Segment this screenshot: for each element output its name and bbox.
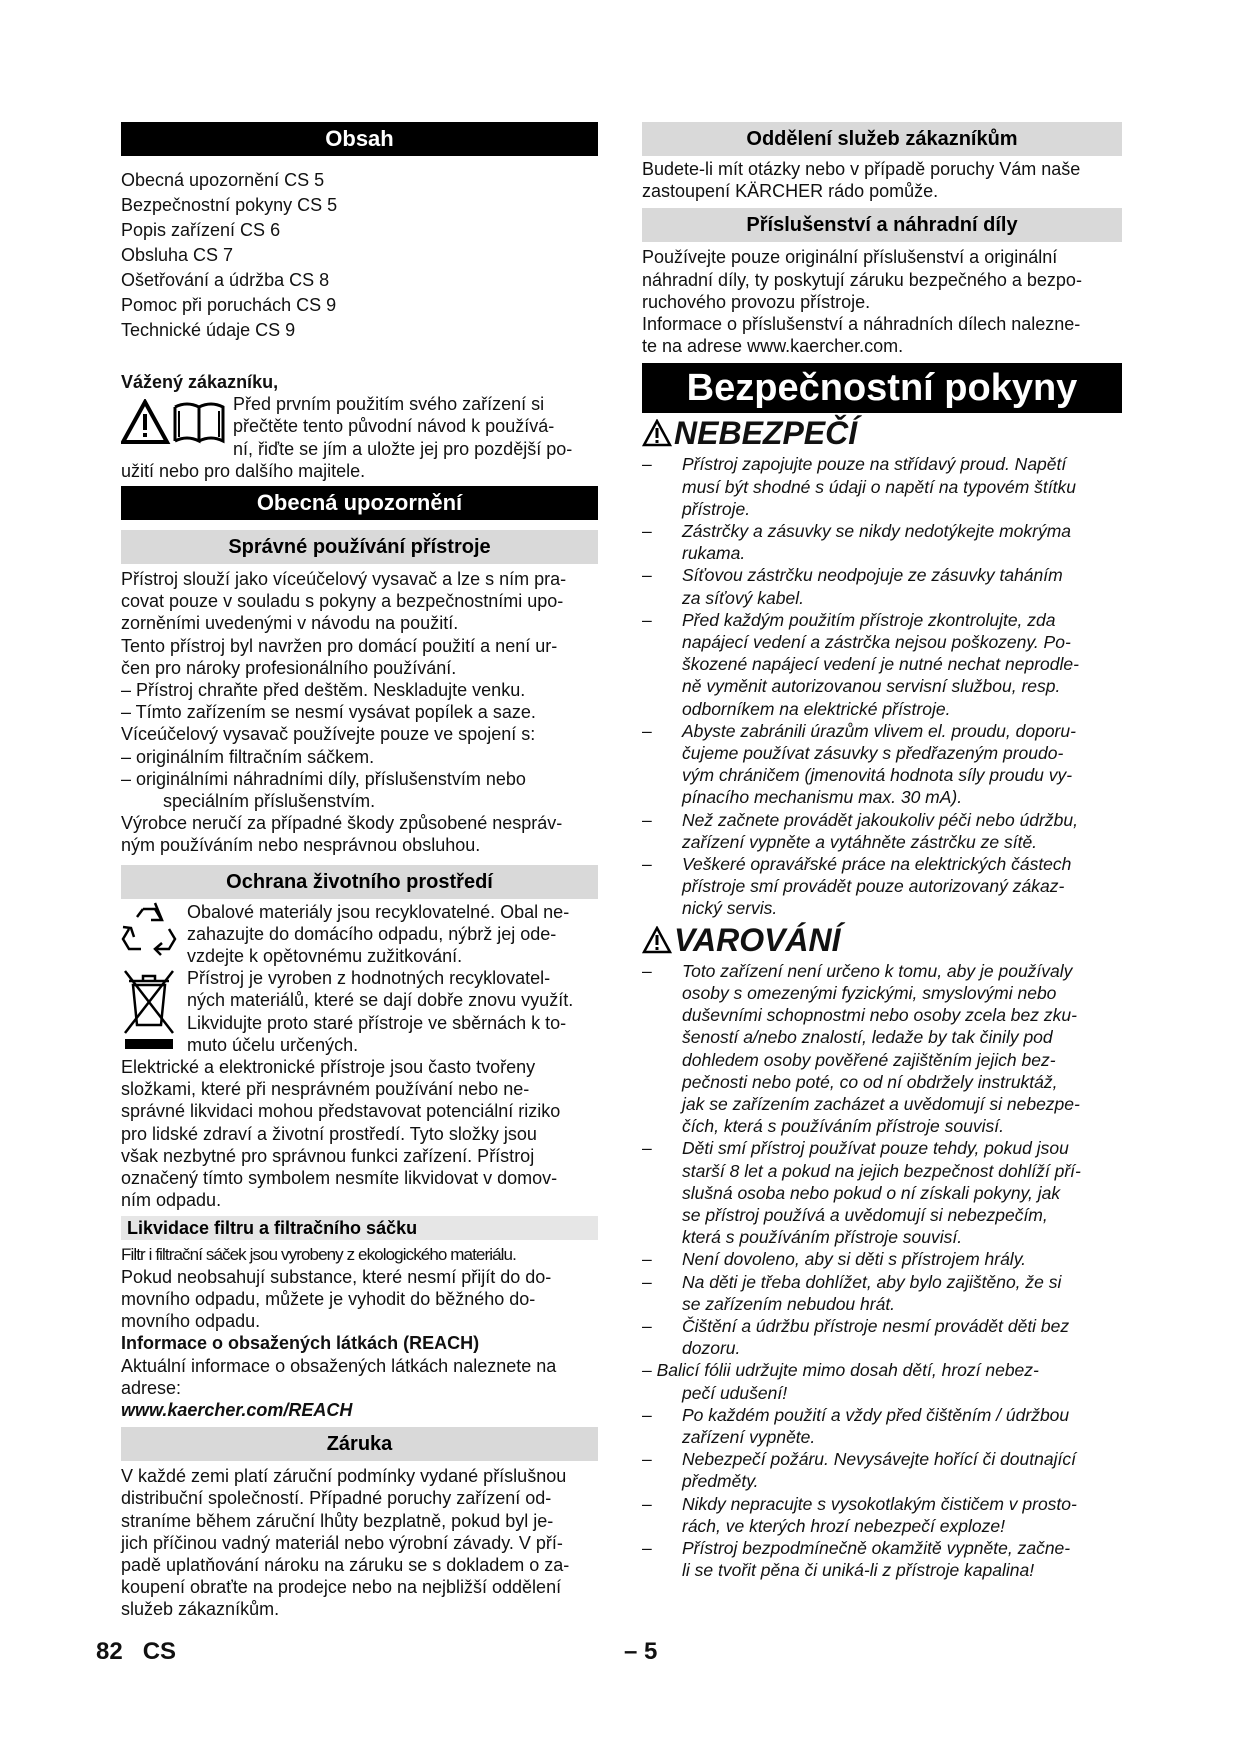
reach-line: Aktuální informace o obsažených látkách naleznete na bbox=[121, 1355, 557, 1376]
reach-url[interactable]: www.kaercher.com/REACH bbox=[121, 1399, 353, 1420]
bullet-line: Není dovoleno, aby si děti s přístrojem hrály. bbox=[682, 1249, 1027, 1270]
bullet-item: – Před každým použitím přístroje zkontrolujte, zda napájecí vedení a zástrčka nejsou poškozeny. Po- škozené napájecí vedení je nutné nechat neprodle- ně vyměnit autorizovanou servisní službou, resp. odborníkem na elektrické přístroje. bbox=[642, 609, 1122, 720]
packaging-cont: pečí udušení! bbox=[682, 1382, 788, 1403]
right-column bbox=[642, 122, 1122, 1581]
bullet-line: šeností a/nebo znalostí, ledaže by tak činily pod bbox=[682, 1027, 1053, 1048]
env-line: ných materiálů, které se dají dobře znovu využít. bbox=[187, 990, 574, 1011]
packaging-line: – Balicí fólii udržujte mimo dosah dětí, hrozí nebez- bbox=[642, 1360, 1039, 1381]
correct-use-line: Víceúčelový vysavač používejte pouze ve spojení s: bbox=[121, 724, 536, 745]
correct-use-line: Výrobce neručí za případné škody způsobené nespráv- bbox=[121, 813, 563, 834]
env-line: Obalové materiály jsou recyklovatelné. Obal ne- bbox=[187, 901, 570, 922]
warning-list bbox=[642, 960, 1122, 1360]
service-line: Budete-li mít otázky nebo v případě poruchy Vám naše bbox=[642, 159, 1081, 179]
filter-heading: Likvidace filtru a filtračního sáčku bbox=[121, 1216, 598, 1240]
bullet-line: Síťovou zástrčku neodpojuje ze zásuvky taháním bbox=[682, 565, 1063, 586]
warning-title: VAROVÁNÍ bbox=[642, 920, 1122, 960]
bullet-line: odborníkem na elektrické přístroje. bbox=[682, 698, 951, 719]
bullet-line: starší 8 let a pokud na jejich bezpečnost dohlíží pří- bbox=[682, 1160, 1081, 1181]
correct-use-line: Tento přístroj byl navržen pro domácí použití a není ur- bbox=[121, 635, 558, 656]
env-line: Přístroj je vyroben z hodnotných recyklovatel- bbox=[187, 968, 551, 989]
bullet-line: Přístroj zapojujte pouze na střídavý proud. Napětí bbox=[682, 454, 1067, 475]
bullet-line: Nebezpečí požáru. Nevysávejte hořící či doutnající bbox=[682, 1449, 1076, 1470]
parts-line: te na adrese www.kaercher.com. bbox=[642, 336, 904, 357]
warning-book-icon bbox=[121, 399, 229, 449]
bullet-line: li se tvořit pěna či uniká-li z přístroje kapalina! bbox=[682, 1560, 1035, 1581]
bullet-line: dohledem osoby pověřené zajištěním jejich bez- bbox=[682, 1049, 1056, 1070]
bullet-line: osoby s omezenými fyzickými, smyslovými nebo bbox=[682, 982, 1057, 1003]
bullet-line: Zástrčky a zásuvky se nikdy nedotýkejte mokrýma bbox=[682, 521, 1072, 542]
bullet-item: – Toto zařízení není určeno k tomu, aby je používaly osoby s omezenými fyzickými, smyslovými nebo duševními schopnostmi nebo osoby zcela bez zku- šeností a/nebo znalostí, ledaže by tak činily pod dohledem osoby pověřené zajištěním jejich bez- pečnosti nebo poté, co od ní obdržely instruktáž, jak se zařízením zacházet a uvědomují si nebezpe- čích, která s používáním přístroje souvisí. bbox=[642, 960, 1122, 1138]
bullet-line: pečnosti nebo poté, co od ní obdržely instruktáž, bbox=[682, 1071, 1058, 1092]
safety-heading: Bezpečnostní pokyny bbox=[642, 363, 1122, 413]
env-line: označený tímto symbolem nesmíte likvidovat v domov- bbox=[121, 1168, 558, 1189]
correct-use-line: čen pro nároky profesionálního používání. bbox=[121, 657, 457, 678]
filter-line: Pokud neobsahují substance, které nesmí přijít do do- bbox=[121, 1266, 552, 1287]
warranty-line: distribuční společností. Případné poruchy zařízení od- bbox=[121, 1488, 552, 1509]
env-line: Likvidujte proto staré přístroje ve sběrnách k to- bbox=[187, 1012, 567, 1033]
bullet-line: Po každém použití a vždy před čištěním / údržbou bbox=[682, 1404, 1070, 1425]
correct-use-line: – Přístroj chraňte před deštěm. Neskladujte venku. bbox=[121, 680, 526, 701]
warning-triangle-icon bbox=[642, 926, 672, 954]
filter-line: movního odpadu. bbox=[121, 1311, 261, 1332]
env-line: však nezbytné pro správnou funkci zařízení. Přístroj bbox=[121, 1145, 535, 1166]
left-column bbox=[121, 122, 598, 1621]
service-line: zastoupení KÄRCHER rádo pomůže. bbox=[642, 181, 939, 202]
danger-list bbox=[642, 453, 1122, 919]
bullet-line: se přístroj používá a uvědomují si nebezpečím, bbox=[682, 1204, 1048, 1225]
bullet-item: – Přístroj bezpodmínečně okamžitě vypněte, začne- li se tvořit pěna či uniká-li z přístroje kapalina! bbox=[642, 1537, 1122, 1581]
bullet-line: jak se zařízením zacházet a uvědomují si nebezpe- bbox=[682, 1093, 1080, 1114]
page-number-center: – 5 bbox=[624, 1638, 658, 1665]
toc-item: Obecná upozornění CS 5 bbox=[121, 170, 325, 190]
parts-line: Informace o příslušenství a náhradních dílech nalezne- bbox=[642, 314, 1081, 335]
env-line: vzdejte k opětovnému zužitkování. bbox=[187, 946, 463, 967]
toc-item: Bezpečnostní pokyny CS 5 bbox=[121, 195, 338, 215]
toc-item: Ošetřování a údržba CS 8 bbox=[121, 270, 330, 290]
correct-use-line: – Tímto zařízením se nesmí vysávat popílek a saze. bbox=[121, 702, 536, 723]
bullet-item: – Přístroj zapojujte pouze na střídavý proud. Napětí musí být shodné s údaji o napětí na typovém štítku přístroje. bbox=[642, 453, 1122, 520]
bullet-line: dozoru. bbox=[682, 1338, 741, 1359]
intro-block bbox=[121, 393, 598, 460]
env-line: zahazujte do domácího odpadu, nýbrž jej ode- bbox=[187, 923, 557, 944]
bullet-line: rách, ve kterých hrozí nebezpečí exploze! bbox=[682, 1515, 1005, 1536]
bullet-line: zařízení vypněte a vytáhněte zástrčku ze sítě. bbox=[682, 831, 1038, 852]
reach-heading: Informace o obsažených látkách (REACH) bbox=[121, 1333, 480, 1354]
warranty-line: koupení obraťte na prodejce nebo na nejbližší oddělení bbox=[121, 1577, 562, 1598]
env-line: složkami, které při nesprávném používání nebo ne- bbox=[121, 1079, 530, 1100]
bullet-line: která s používáním přístroje souvisí. bbox=[682, 1227, 963, 1248]
intro-line: ní, řiďte se jím a uložte jej pro pozdější po- bbox=[233, 438, 573, 459]
toc-item: Obsluha CS 7 bbox=[121, 245, 234, 265]
bullet-line: zařízení vypněte. bbox=[682, 1426, 816, 1447]
bullet-line: vým chráničem (jmenovitá hodnota síly proudu vy- bbox=[682, 765, 1073, 786]
env-line: ním odpadu. bbox=[121, 1190, 222, 1211]
env-line: muto účelu určených. bbox=[187, 1034, 359, 1055]
env-line: správné likvidaci mohou představovat potenciální riziko bbox=[121, 1101, 561, 1122]
bullet-line: musí být shodné s údaji o napětí na typovém štítku bbox=[682, 476, 1076, 497]
warranty-line: jich příčinou vadný materiál nebo výrobní závady. V pří- bbox=[121, 1532, 563, 1553]
table-of-contents bbox=[121, 168, 598, 343]
warranty-line: straníme během záruční lhůty bezplatně, pokud byl je- bbox=[121, 1510, 554, 1531]
bullet-item: – Nikdy nepracujte s vysokotlakým čističem v prosto- rách, ve kterých hrozí nebezpečí exploze! bbox=[642, 1493, 1122, 1537]
bullet-item: – Abyste zabránili úrazům vlivem el. proudu, doporu- čujeme používat zásuvky s předřazeným proudo- vým chráničem (jmenovitá hodnota síly proudu vy- pínacího mechanismu max. 30 mA). bbox=[642, 720, 1122, 809]
parts-line: Používejte pouze originální příslušenství a originální bbox=[642, 247, 1058, 268]
correct-use-line: – originálním filtračním sáčkem. bbox=[121, 746, 375, 767]
bullet-item: – Čištění a údržbu přístroje nesmí provádět děti bez dozoru. bbox=[642, 1315, 1122, 1359]
danger-title: NEBEZPEČÍ bbox=[642, 413, 1122, 453]
bullet-item: – Děti smí přístroj používat pouze tehdy, pokud jsou starší 8 let a pokud na jejich bezpečnost dohlíží pří- slušná osoba nebo pokud o ní získali pokyny, jak se přístroj používá a uvědomují si nebezpečím, která s používáním přístroje souvisí. bbox=[642, 1137, 1122, 1248]
warranty-heading: Záruka bbox=[121, 1427, 598, 1461]
bullet-item: – Nebezpečí požáru. Nevysávejte hořící či doutnající předměty. bbox=[642, 1448, 1122, 1492]
bullet-line: čujeme používat zásuvky s předřazeným proudo- bbox=[682, 743, 1064, 764]
bullet-line: slušná osoba nebo pokud o ní získali pokyny, jak bbox=[682, 1182, 1061, 1203]
bullet-line: nický servis. bbox=[682, 898, 778, 919]
dear-customer: Vážený zákazníku, bbox=[121, 372, 279, 392]
bullet-line: čích, která s používáním přístroje souvisí. bbox=[682, 1116, 1004, 1137]
service-heading: Oddělení služeb zákazníkům bbox=[642, 122, 1122, 156]
warranty-line: padě uplatňování nároku na záruku se s dokladem o za- bbox=[121, 1554, 570, 1575]
correct-use-line: – originálními náhradními díly, příslušenstvím nebo bbox=[121, 768, 526, 789]
env-line: pro lidské zdraví a životní prostředí. Tyto složky jsou bbox=[121, 1123, 537, 1144]
correct-use-line: Přístroj slouží jako víceúčelový vysavač a lze s ním pra- bbox=[121, 569, 567, 590]
page-number-left: 82 CS bbox=[96, 1638, 177, 1665]
bullet-line: předměty. bbox=[682, 1471, 759, 1492]
parts-line: ruchového provozu přístroje. bbox=[642, 291, 871, 312]
bullet-line: Než začnete provádět jakoukoliv péči nebo údržbu, bbox=[682, 809, 1078, 830]
bullet-line: Veškeré opravářské práce na elektrických částech bbox=[682, 854, 1072, 875]
warranty-line: V každé zemi platí záruční podmínky vydané příslušnou bbox=[121, 1466, 567, 1487]
toc-item: Technické údaje CS 9 bbox=[121, 320, 296, 340]
toc-item: Popis zařízení CS 6 bbox=[121, 220, 281, 240]
intro-last: užití nebo pro dalšího majitele. bbox=[121, 460, 366, 481]
bullet-line: napájecí vedení a zástrčka nejsou poškozeny. Po- bbox=[682, 632, 1071, 653]
bullet-line: přístroje smí provádět pouze autorizovaný zákaz- bbox=[682, 876, 1065, 897]
bullet-item: – Po každém použití a vždy před čištěním / údržbou zařízení vypněte. bbox=[642, 1404, 1122, 1448]
bullet-line: Čištění a údržbu přístroje nesmí provádět děti bez bbox=[682, 1315, 1070, 1336]
intro-line: Před prvním použitím svého zařízení si bbox=[233, 394, 545, 415]
crossed-bin-icon bbox=[121, 967, 187, 1055]
bullet-line: Děti smí přístroj používat pouze tehdy, pokud jsou bbox=[682, 1138, 1069, 1159]
toc-heading: Obsah bbox=[121, 122, 598, 156]
bullet-line: Před každým použitím přístroje zkontrolujte, zda bbox=[682, 609, 1056, 630]
correct-use-line: ným používáním nebo nesprávnou obsluhou. bbox=[121, 835, 481, 856]
env-recycle-block bbox=[121, 901, 598, 968]
bullet-line: přístroje. bbox=[682, 498, 751, 519]
recycle-icon bbox=[121, 901, 187, 967]
env-bin-block bbox=[121, 967, 598, 1056]
env-line: Elektrické a elektronické přístroje jsou často tvořeny bbox=[121, 1057, 536, 1078]
correct-use-indent: speciálním příslušenstvím. bbox=[163, 791, 376, 812]
bullet-line: škozené napájecí vedení je nutné nechat neprodle- bbox=[682, 654, 1079, 675]
bullet-line: za síťový kabel. bbox=[682, 587, 804, 608]
bullet-item: – Síťovou zástrčku neodpojuje ze zásuvky taháním za síťový kabel. bbox=[642, 564, 1122, 608]
bullet-line: Přístroj bezpodmínečně okamžitě vypněte, začne- bbox=[682, 1537, 1071, 1558]
correct-use-line: zorněními uvedenými v návodu na použití. bbox=[121, 613, 459, 634]
env-heading: Ochrana životního prostředí bbox=[121, 865, 598, 899]
bullet-item: – Než začnete provádět jakoukoliv péči nebo údržbu, zařízení vypněte a vytáhněte zástrčku ze sítě. bbox=[642, 809, 1122, 853]
bullet-item: – Na děti je třeba dohlížet, aby bylo zajištěno, že si se zařízením nebudou hrát. bbox=[642, 1271, 1122, 1315]
bullet-line: se zařízením nebudou hrát. bbox=[682, 1293, 896, 1314]
reach-line: adrese: bbox=[121, 1377, 182, 1398]
bullet-item: – Zástrčky a zásuvky se nikdy nedotýkejte mokrýma rukama. bbox=[642, 520, 1122, 564]
filter-line: Filtr i filtrační sáček jsou vyrobeny z ekologického materiálu. bbox=[121, 1244, 516, 1264]
parts-heading: Příslušenství a náhradní díly bbox=[642, 208, 1122, 242]
warning-list-2 bbox=[642, 1404, 1122, 1582]
general-heading: Obecná upozornění bbox=[121, 486, 598, 520]
correct-use-heading: Správné používání přístroje bbox=[121, 530, 598, 564]
bullet-item: – Veškeré opravářské práce na elektrických částech přístroje smí provádět pouze autorizovaný zákaz- nický servis. bbox=[642, 853, 1122, 920]
bullet-line: ně vyměnit autorizovanou servisní službou, resp. bbox=[682, 676, 1061, 697]
bullet-line: Abyste zabránili úrazům vlivem el. proudu, doporu- bbox=[682, 720, 1076, 741]
intro-line: přečtěte tento původní návod k používá- bbox=[233, 416, 555, 437]
bullet-line: duševními schopnostmi nebo osoby zcela bez zku- bbox=[682, 1005, 1077, 1026]
correct-use-line: covat pouze v souladu s pokyny a bezpečnostními upo- bbox=[121, 591, 564, 612]
filter-line: movního odpadu, můžete je vyhodit do běžného do- bbox=[121, 1288, 536, 1309]
warranty-line: služeb zákazníkům. bbox=[121, 1599, 280, 1620]
bullet-line: Na děti je třeba dohlížet, aby bylo zajištěno, že si bbox=[682, 1271, 1062, 1292]
bullet-line: rukama. bbox=[682, 543, 746, 564]
parts-line: náhradní díly, ty poskytují záruku bezpečného a bezpo- bbox=[642, 269, 1082, 290]
toc-item: Pomoc při poruchách CS 9 bbox=[121, 295, 337, 315]
bullet-line: Toto zařízení není určeno k tomu, aby je používaly bbox=[682, 960, 1073, 981]
bullet-item: – Není dovoleno, aby si děti s přístrojem hrály. bbox=[642, 1248, 1122, 1270]
warning-triangle-icon bbox=[642, 419, 672, 447]
bullet-line: Nikdy nepracujte s vysokotlakým čističem v prosto- bbox=[682, 1493, 1077, 1514]
bullet-line: pínacího mechanismu max. 30 mA). bbox=[682, 787, 963, 808]
